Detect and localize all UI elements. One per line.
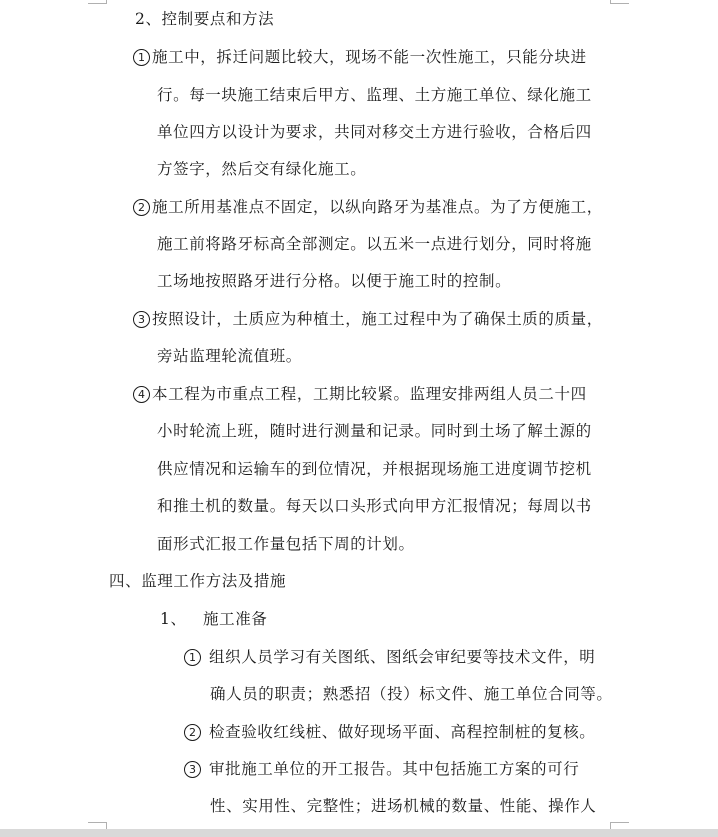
paragraph-line: 本工程为市重点工程，工期比较紧。监理安排两组人员二十四 — [152, 385, 587, 403]
list-item — [133, 384, 587, 404]
subsection-number: 1、 — [160, 610, 187, 628]
section-heading: 四、监理工作方法及措施 — [109, 572, 287, 590]
paragraph-line: 旁站监理轮流值班。 — [157, 347, 302, 365]
paragraph-line: 单位四方以设计为要求，共同对移交土方进行验收，合格后四 — [157, 123, 592, 141]
list-item — [133, 47, 587, 67]
paragraph-line: 施工所用基准点不固定，以纵向路牙为基准点。为了方便施工， — [152, 198, 603, 216]
paragraph-line: 施工中，拆迁问题比较大，现场不能一次性施工，只能分块进 — [152, 48, 587, 66]
list-item — [184, 647, 595, 667]
page-corner-mark — [610, 0, 629, 4]
circled-number: 1 — [133, 49, 150, 66]
paragraph-line: 小时轮流上班，随时进行测量和记录。同时到土场了解土源的 — [157, 422, 592, 440]
subsection-heading: 施工准备 — [203, 610, 268, 628]
paragraph-line: 方签字，然后交有绿化施工。 — [157, 160, 367, 178]
circled-number: 3 — [133, 311, 150, 328]
paragraph-line: 行。每一块施工结束后甲方、监理、土方施工单位、绿化施工 — [157, 86, 592, 104]
paragraph-line: 供应情况和运输车的到位情况，并根据现场施工进度调节挖机 — [157, 460, 592, 478]
paragraph-line: 性、实用性、完整性；进场机械的数量、性能、操作人 — [210, 797, 597, 815]
paragraph-line: 和推土机的数量。每天以口头形式向甲方汇报情况；每周以书 — [157, 497, 592, 515]
circled-number: 2 — [133, 199, 150, 216]
circled-number: 4 — [133, 386, 150, 403]
paragraph-line: 工场地按照路牙进行分格。以便于施工时的控制。 — [157, 272, 512, 290]
section-heading: 2、控制要点和方法 — [135, 10, 275, 28]
paragraph-line: 施工前将路牙标高全部测定。以五米一点进行划分，同时将施 — [157, 235, 592, 253]
paragraph-line: 组织人员学习有关图纸、图纸会审纪要等技术文件，明 — [209, 648, 596, 666]
paragraph-line: 审批施工单位的开工报告。其中包括施工方案的可行 — [209, 760, 580, 778]
list-item — [184, 759, 579, 779]
list-item — [133, 309, 603, 329]
page-corner-mark — [610, 822, 629, 829]
paragraph-line: 确人员的职责；熟悉招（投）标文件、施工单位合同等。 — [210, 685, 613, 703]
circled-number: 2 — [184, 724, 201, 741]
page-corner-mark — [88, 822, 107, 829]
list-item — [133, 197, 603, 217]
list-item — [184, 722, 595, 742]
page-corner-mark — [88, 0, 107, 4]
paragraph-line: 面形式汇报工作量包括下周的计划。 — [157, 535, 415, 553]
paragraph-line: 按照设计，土质应为种植土，施工过程中为了确保土质的质量， — [152, 310, 603, 328]
page-bottom-gap — [0, 829, 718, 837]
paragraph-line: 检查验收红线桩、做好现场平面、高程控制桩的复核。 — [209, 723, 596, 741]
circled-number: 1 — [184, 649, 201, 666]
circled-number: 3 — [184, 761, 201, 778]
